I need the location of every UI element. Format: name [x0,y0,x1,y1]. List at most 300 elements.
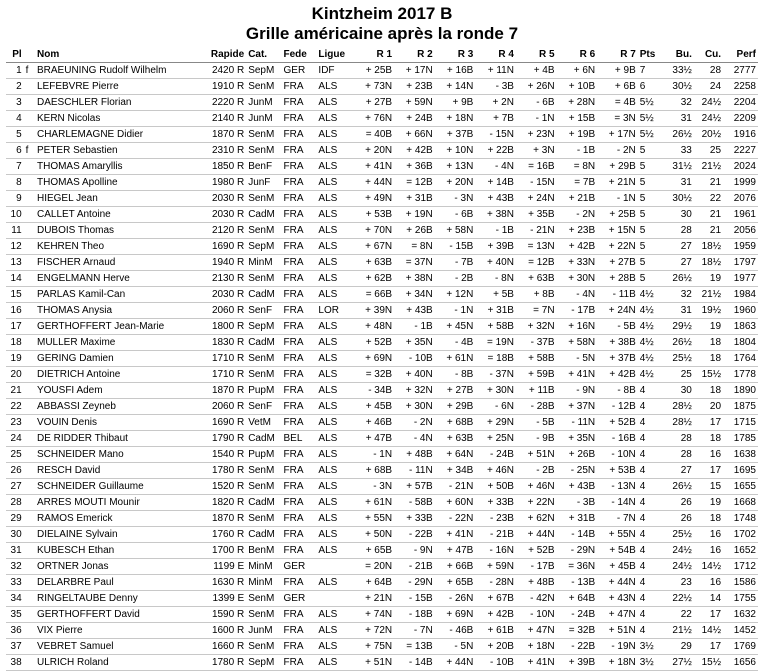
col-category-cell: SepM [246,655,281,671]
col-league-cell: ALS [316,271,353,287]
col-round-4-cell: + 59N [475,559,516,575]
col-rapid-cell: 2060 R [200,399,247,415]
col-round-4-cell: - 21B [475,527,516,543]
col-buchholz-cell: 25½ [663,527,694,543]
col-round-7-cell: - 7N [597,511,638,527]
col-round-4-cell: + 42B [475,607,516,623]
col-round-6-cell: + 30N [557,271,598,287]
col-rapid-cell: 1780 R [200,655,247,671]
col-flag-cell [24,191,35,207]
col-place-cell: 27 [6,479,24,495]
col-round-3-cell: - 22N [435,511,476,527]
col-buchholz-cell: 23 [663,575,694,591]
col-round-3-cell: + 65B [435,575,476,591]
col-performance-cell: 1715 [723,415,758,431]
col-name-cell: GERTHOFFERT David [35,607,200,623]
col-round-5-cell: + 62N [516,511,557,527]
col-round-6-cell: + 6N [557,63,598,79]
col-federation-cell: FRA [282,159,317,175]
col-place-cell: 26 [6,463,24,479]
col-cumulative-cell: 21 [694,207,723,223]
col-place-cell: 5 [6,127,24,143]
col-round-4-cell: + 31B [475,303,516,319]
col-round-4-cell: - 10B [475,655,516,671]
col-place-cell: 36 [6,623,24,639]
col-round-2-cell: + 17N [394,63,435,79]
col-flag-cell [24,303,35,319]
col-rapid-cell: 1690 R [200,239,247,255]
col-buchholz-cell: 28½ [663,415,694,431]
col-league-cell: ALS [316,111,353,127]
col-flag-cell [24,287,35,303]
col-round-6-cell: + 39B [557,655,598,671]
col-place-cell: 8 [6,175,24,191]
col-round-1-cell: + 75N [354,639,395,655]
col-cumulative-cell: 14½ [694,623,723,639]
col-points-cell: 4½ [638,303,663,319]
col-place-cell: 28 [6,495,24,511]
col-federation-cell: FRA [282,575,317,591]
col-round-2-cell: - 29N [394,575,435,591]
col-name-cell: ARRES MOUTI Mounir [35,495,200,511]
col-round-1-cell: - 34B [354,383,395,399]
col-round-4-cell: + 30N [475,383,516,399]
col-round-6-header: R 6 [557,47,598,63]
col-round-6-cell: - 13B [557,575,598,591]
col-round-6-cell: + 33N [557,255,598,271]
col-place-cell: 24 [6,431,24,447]
col-buchholz-cell: 27 [663,255,694,271]
col-points-cell: 4 [638,591,663,607]
col-round-6-cell: + 35N [557,431,598,447]
col-round-7-cell: + 15N [597,223,638,239]
col-round-7-cell: - 12B [597,399,638,415]
col-round-4-cell: + 5B [475,287,516,303]
col-round-1-cell: + 47B [354,431,395,447]
col-performance-cell: 1586 [723,575,758,591]
col-round-3-cell: + 60N [435,495,476,511]
table-row [6,143,758,159]
col-place-header: Pl [6,47,24,63]
col-round-3-cell: + 37B [435,127,476,143]
col-round-5-cell: + 35B [516,207,557,223]
col-place-cell: 20 [6,367,24,383]
col-round-2-cell: + 30N [394,399,435,415]
col-round-6-cell: - 11N [557,415,598,431]
col-points-cell: 4 [638,399,663,415]
col-flag-cell [24,543,35,559]
col-cumulative-cell: 18 [694,383,723,399]
col-round-3-cell: + 61N [435,351,476,367]
table-row [6,383,758,399]
col-rapid-cell: 1760 R [200,527,247,543]
col-performance-cell: 1960 [723,303,758,319]
col-points-cell: 4 [638,623,663,639]
col-performance-cell: 1984 [723,287,758,303]
col-round-3-cell: + 13N [435,159,476,175]
col-points-cell: 5 [638,207,663,223]
col-round-7-cell: - 2N [597,143,638,159]
col-round-3-cell: + 68B [435,415,476,431]
col-name-cell: GERING Damien [35,351,200,367]
col-rapid-cell: 2060 R [200,303,247,319]
col-flag-cell [24,511,35,527]
col-round-6-cell: + 37N [557,399,598,415]
col-round-3-cell: + 14N [435,79,476,95]
col-cumulative-cell: 25 [694,143,723,159]
col-cumulative-cell: 19½ [694,303,723,319]
col-cumulative-header: Cu. [694,47,723,63]
col-federation-cell: FRA [282,111,317,127]
col-points-cell: 4 [638,607,663,623]
col-place-cell: 11 [6,223,24,239]
col-flag-cell [24,335,35,351]
col-league-cell: ALS [316,319,353,335]
col-points-cell: 7 [638,63,663,79]
col-round-2-cell: + 40N [394,367,435,383]
table-row [6,431,758,447]
col-points-cell: 5 [638,255,663,271]
col-round-3-cell: - 2B [435,271,476,287]
col-category-cell: SenM [246,79,281,95]
col-round-2-cell: + 35N [394,335,435,351]
col-category-cell: CadM [246,495,281,511]
col-performance-cell: 1769 [723,639,758,655]
col-flag-cell [24,559,35,575]
col-buchholz-cell: 25 [663,367,694,383]
col-rapid-cell: 1660 R [200,639,247,655]
col-round-6-cell: - 24B [557,607,598,623]
table-row [6,575,758,591]
col-performance-cell: 1959 [723,239,758,255]
col-category-header: Cat. [246,47,281,63]
col-round-4-cell: + 14B [475,175,516,191]
col-league-cell: ALS [316,431,353,447]
col-points-cell: 4½ [638,367,663,383]
col-round-7-cell: = 4B [597,95,638,111]
col-points-cell: 4 [638,575,663,591]
col-flag-cell [24,527,35,543]
col-buchholz-cell: 22 [663,607,694,623]
col-buchholz-cell: 31 [663,111,694,127]
col-performance-cell: 1452 [723,623,758,639]
col-round-7-cell: - 5B [597,319,638,335]
col-federation-cell: FRA [282,143,317,159]
col-cumulative-cell: 15½ [694,655,723,671]
col-round-2-cell: - 18B [394,607,435,623]
col-points-cell: 4½ [638,287,663,303]
col-flag-cell [24,95,35,111]
col-round-3-cell: - 7B [435,255,476,271]
col-league-cell: ALS [316,447,353,463]
table-row [6,495,758,511]
col-federation-cell: FRA [282,303,317,319]
col-buchholz-cell: 29½ [663,319,694,335]
col-category-cell: BenF [246,159,281,175]
col-round-7-cell: + 45B [597,559,638,575]
col-round-5-cell: + 52B [516,543,557,559]
col-league-cell: ALS [316,143,353,159]
col-buchholz-cell: 22½ [663,591,694,607]
col-round-4-cell: + 67B [475,591,516,607]
col-round-3-cell: + 9B [435,95,476,111]
col-round-5-cell: + 11B [516,383,557,399]
col-round-1-cell: + 65B [354,543,395,559]
col-round-1-cell: + 61N [354,495,395,511]
col-category-cell: PupM [246,383,281,399]
col-category-cell: PupM [246,447,281,463]
col-cumulative-cell: 16 [694,543,723,559]
col-points-cell: 4 [638,383,663,399]
col-round-4-cell: + 11N [475,63,516,79]
col-round-3-cell: - 15B [435,239,476,255]
col-round-1-cell: + 64B [354,575,395,591]
col-cumulative-cell: 19 [694,495,723,511]
col-federation-cell: FRA [282,335,317,351]
col-category-cell: CadM [246,527,281,543]
col-round-5-cell: - 15N [516,175,557,191]
col-buchholz-cell: 26½ [663,271,694,287]
col-round-4-cell: - 1B [475,223,516,239]
col-rapid-cell: 1830 R [200,335,247,351]
col-league-cell: ALS [316,399,353,415]
col-cumulative-cell: 20 [694,399,723,415]
col-round-2-cell: + 33B [394,511,435,527]
col-round-2-cell: + 34N [394,287,435,303]
col-rapid-cell: 1590 R [200,607,247,623]
col-place-cell: 12 [6,239,24,255]
col-round-1-cell: + 45B [354,399,395,415]
col-round-5-cell: + 18N [516,639,557,655]
col-place-cell: 29 [6,511,24,527]
col-category-cell: SenM [246,607,281,623]
col-round-6-cell: - 25N [557,463,598,479]
col-rapid-cell: 2420 R [200,63,247,79]
col-category-cell: MinM [246,255,281,271]
col-points-cell: 5 [638,223,663,239]
col-performance-cell: 1632 [723,607,758,623]
table-row [6,655,758,671]
col-name-cell: GERTHOFFERT Jean-Marie [35,319,200,335]
col-federation-cell: FRA [282,511,317,527]
col-place-cell: 18 [6,335,24,351]
col-points-cell: 4 [638,495,663,511]
col-round-1-cell: + 53B [354,207,395,223]
col-place-cell: 25 [6,447,24,463]
col-cumulative-cell: 16 [694,527,723,543]
col-category-cell: SepM [246,319,281,335]
col-rapid-cell: 2120 R [200,223,247,239]
col-round-2-cell: = 37N [394,255,435,271]
col-round-5-cell: + 59B [516,367,557,383]
col-round-4-cell: - 28N [475,575,516,591]
col-place-cell: 33 [6,575,24,591]
col-round-3-cell: + 44N [435,655,476,671]
col-round-5-header: R 5 [516,47,557,63]
col-round-5-cell: + 41N [516,655,557,671]
col-name-cell: HIEGEL Jean [35,191,200,207]
col-category-cell: BenM [246,543,281,559]
col-buchholz-cell: 21½ [663,623,694,639]
col-category-cell: MinM [246,575,281,591]
col-flag-cell [24,239,35,255]
col-cumulative-cell: 21 [694,175,723,191]
col-round-3-cell: - 21N [435,479,476,495]
col-league-cell: ALS [316,511,353,527]
col-league-cell: ALS [316,495,353,511]
col-round-6-cell: - 14B [557,527,598,543]
table-row [6,367,758,383]
col-round-7-cell: + 38B [597,335,638,351]
col-cumulative-cell: 15 [694,479,723,495]
col-league-header: Ligue [316,47,353,63]
col-league-cell: ALS [316,527,353,543]
col-round-2-cell: - 21B [394,559,435,575]
col-round-6-cell: + 19B [557,127,598,143]
col-category-cell: SenM [246,223,281,239]
table-row [6,543,758,559]
col-league-cell: ALS [316,191,353,207]
col-buchholz-cell: 26½ [663,479,694,495]
col-round-2-cell: + 19N [394,207,435,223]
col-place-cell: 31 [6,543,24,559]
col-flag-cell [24,79,35,95]
table-header-row [6,47,758,63]
col-buchholz-cell: 30 [663,207,694,223]
col-round-6-cell: + 58N [557,335,598,351]
col-federation-cell: FRA [282,655,317,671]
col-performance-cell: 2024 [723,159,758,175]
col-round-7-cell: - 19N [597,639,638,655]
col-flag-cell: f [24,143,35,159]
col-round-5-cell: = 13N [516,239,557,255]
col-points-cell: 4 [638,479,663,495]
col-round-7-cell: - 1N [597,191,638,207]
col-buchholz-cell: 31 [663,175,694,191]
col-category-cell: SenM [246,511,281,527]
col-buchholz-cell: 28 [663,447,694,463]
col-name-cell: THOMAS Anysia [35,303,200,319]
col-round-1-cell: = 32B [354,367,395,383]
col-round-1-cell: + 51N [354,655,395,671]
col-round-5-cell: - 21N [516,223,557,239]
col-round-2-cell: - 22B [394,527,435,543]
col-performance-cell: 1863 [723,319,758,335]
col-round-5-cell: - 1N [516,111,557,127]
col-place-cell: 19 [6,351,24,367]
col-cumulative-cell: 24½ [694,111,723,127]
col-federation-cell: FRA [282,95,317,111]
col-buchholz-cell: 32 [663,95,694,111]
col-round-4-cell: - 4N [475,159,516,175]
table-row [6,463,758,479]
col-round-4-cell: - 6N [475,399,516,415]
col-league-cell: ALS [316,479,353,495]
col-round-2-cell: + 26B [394,223,435,239]
col-league-cell: LOR [316,303,353,319]
col-round-3-cell: - 8B [435,367,476,383]
col-cumulative-cell: 21½ [694,287,723,303]
col-round-1-cell: - 1N [354,447,395,463]
col-category-cell: SenM [246,271,281,287]
col-buchholz-header: Bu. [663,47,694,63]
col-round-2-cell: + 23B [394,79,435,95]
col-performance-cell: 2227 [723,143,758,159]
col-round-3-cell: + 18N [435,111,476,127]
col-flag-cell [24,111,35,127]
col-place-cell: 34 [6,591,24,607]
col-federation-cell: FRA [282,607,317,623]
col-round-6-cell: + 43B [557,479,598,495]
table-row [6,63,758,79]
col-round-4-cell: + 7B [475,111,516,127]
col-cumulative-cell: 19 [694,319,723,335]
col-flag-cell [24,351,35,367]
col-round-7-cell: + 24N [597,303,638,319]
col-league-cell: ALS [316,287,353,303]
col-league-cell: ALS [316,255,353,271]
col-cumulative-cell: 18½ [694,239,723,255]
col-round-4-cell: + 2N [475,95,516,111]
col-federation-cell: FRA [282,463,317,479]
col-points-cell: 4 [638,415,663,431]
col-federation-cell: FRA [282,527,317,543]
col-rapid-cell: 2310 R [200,143,247,159]
col-round-5-cell: = 7N [516,303,557,319]
col-performance-cell: 1785 [723,431,758,447]
col-category-cell: SenM [246,143,281,159]
col-flag-cell [24,223,35,239]
col-flag-cell [24,575,35,591]
col-place-cell: 35 [6,607,24,623]
col-name-cell: SCHNEIDER Guillaume [35,479,200,495]
col-round-7-cell: - 8B [597,383,638,399]
col-buchholz-cell: 26 [663,511,694,527]
col-points-header: Pts [638,47,663,63]
col-performance-cell: 1875 [723,399,758,415]
col-flag-cell [24,399,35,415]
table-row [6,639,758,655]
col-round-4-cell: - 8N [475,271,516,287]
col-round-5-cell: + 51N [516,447,557,463]
col-name-cell: ENGELMANN Herve [35,271,200,287]
col-buchholz-cell: 24½ [663,559,694,575]
col-round-1-cell: + 46B [354,415,395,431]
col-points-cell: 5 [638,143,663,159]
col-cumulative-cell: 18 [694,335,723,351]
col-name-cell: THOMAS Apolline [35,175,200,191]
col-round-2-cell: = 8N [394,239,435,255]
col-round-1-cell: + 50N [354,527,395,543]
col-round-4-cell: + 58B [475,319,516,335]
col-round-2-cell: + 42B [394,143,435,159]
col-round-7-cell: + 51N [597,623,638,639]
col-federation-cell: FRA [282,447,317,463]
col-round-3-cell: + 66B [435,559,476,575]
col-cumulative-cell: 17 [694,607,723,623]
col-category-cell: SenM [246,127,281,143]
col-round-5-cell: + 24N [516,191,557,207]
col-rapid-header: Rapide [200,47,247,63]
col-flag-cell [24,639,35,655]
col-round-1-cell: + 41N [354,159,395,175]
col-round-6-cell: + 42B [557,239,598,255]
col-points-cell: 5 [638,159,663,175]
col-round-5-cell: - 10N [516,607,557,623]
col-name-cell: KERN Nicolas [35,111,200,127]
col-name-cell: SCHNEIDER Mano [35,447,200,463]
col-category-cell: CadM [246,207,281,223]
